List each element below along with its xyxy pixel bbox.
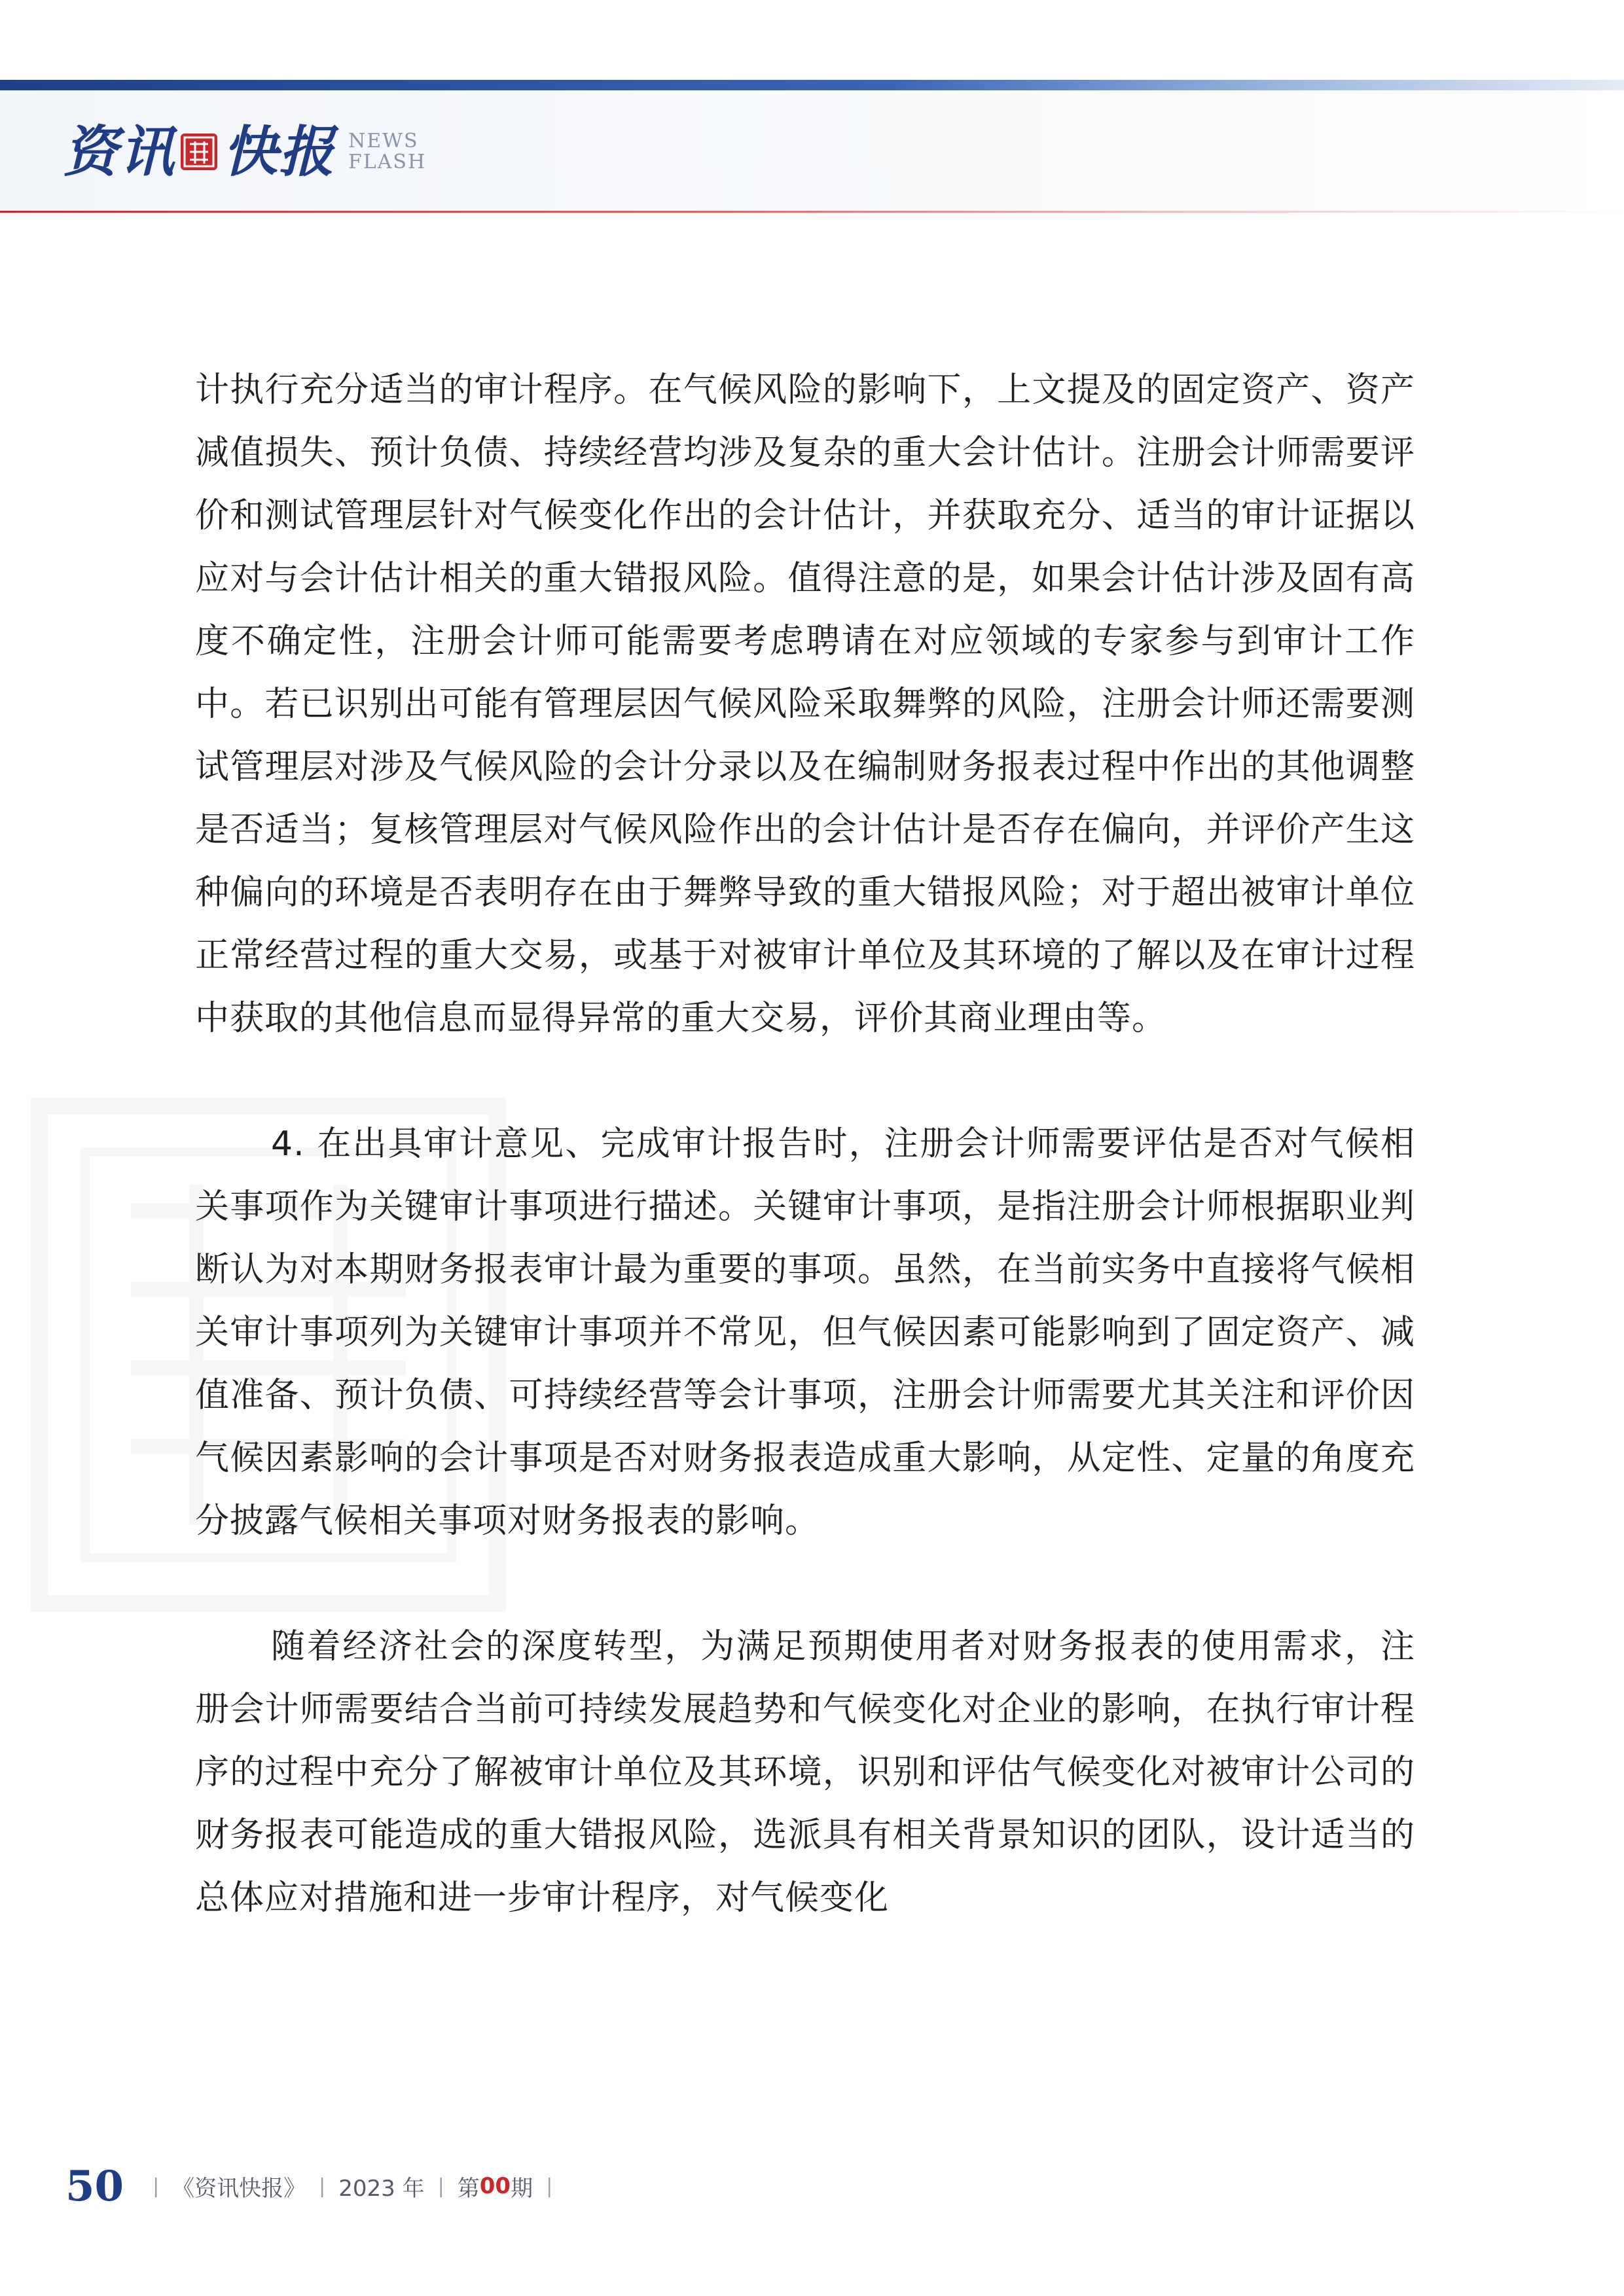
article-body <box>195 359 1415 1992</box>
issue-prefix: 第 <box>457 2175 480 2202</box>
publication-year: 2023 年 <box>338 2175 425 2202</box>
page-number: 50 <box>65 2161 124 2211</box>
footer-separator: | <box>546 2174 553 2198</box>
paragraph-2: 4. 在出具审计意见、完成审计报告时，注册会计师需要评估是否对气候相关事项作为关键审计事项进行描述。关键审计事项，是指注册会计师根据职业判断认为对本期财务报表审计最为重要的事项。虽然，在当前实务中直接将气候相关审计事项列为关键审计事项并不常见，但气候因素可能影响到了固定资产、减值准备、预计负债、可持续经营等会计事项，注册会计师需要尤其关注和评价因气候因素影响的会计事项是否对财务报表造成重大影响，从定性、定量的角度充分披露气候相关事项对财务报表的影响。 <box>195 1124 1415 1541</box>
header-top-band <box>0 80 1624 90</box>
header-divider <box>0 211 1624 213</box>
footer-separator: | <box>153 2174 160 2198</box>
page-footer <box>65 2160 566 2212</box>
brand-word-1: 资讯 <box>63 119 176 184</box>
footer-separator: | <box>319 2174 326 2198</box>
issue-number: 00 <box>479 2173 511 2199</box>
brand-english <box>348 131 426 173</box>
publication-name: 《资讯快报》 <box>172 2175 306 2202</box>
issue-suffix: 期 <box>511 2175 533 2202</box>
paragraph-1: 计执行充分适当的审计程序。在气候风险的影响下，上文提及的固定资产、资产减值损失、预计负债、持续经营均涉及复杂的重大会计估计。注册会计师需要评价和测试管理层针对气候变化作出的会计估计，并获取充分、适当的审计证据以应对与会计估计相关的重大错报风险。值得注意的是，如果会计估计涉及固有高度不确定性，注册会计师可能需要考虑聘请在对应领域的专家参与到审计工作中。若已识别出可能有管理层因气候风险采取舞弊的风险，注册会计师还需要测试管理层对涉及气候风险的会计分录以及在编制财务报表过程中作出的其他调整是否适当；复核管理层对气候风险作出的会计估计是否存在偏向，并评价产生这种偏向的环境是否表明存在由于舞弊导致的重大错报风险；对于超出被审计单位正常经营过程的重大交易，或基于对被审计单位及其环境的了解以及在审计过程中获取的其他信息而显得异常的重大交易，评价其商业理由等。 <box>195 370 1415 1038</box>
brand-english-line-1: NEWS <box>348 130 419 152</box>
seal-icon <box>181 134 217 170</box>
brand-word-2: 快报 <box>223 119 336 184</box>
brand-english-line-2: FLASH <box>348 151 427 173</box>
masthead-logo <box>63 113 426 191</box>
footer-separator: | <box>437 2174 444 2198</box>
paragraph-3: 随着经济社会的深度转型，为满足预期使用者对财务报表的使用需求，注册会计师需要结合当前可持续发展趋势和气候变化对企业的影响，在执行审计程序的过程中充分了解被审计单位及其环境，识别和评估气候变化对被审计公司的财务报表可能造成的重大错报风险，选派具有相关背景知识的团队，设计适当的总体应对措施和进一步审计程序，对气候变化 <box>195 1627 1415 1918</box>
